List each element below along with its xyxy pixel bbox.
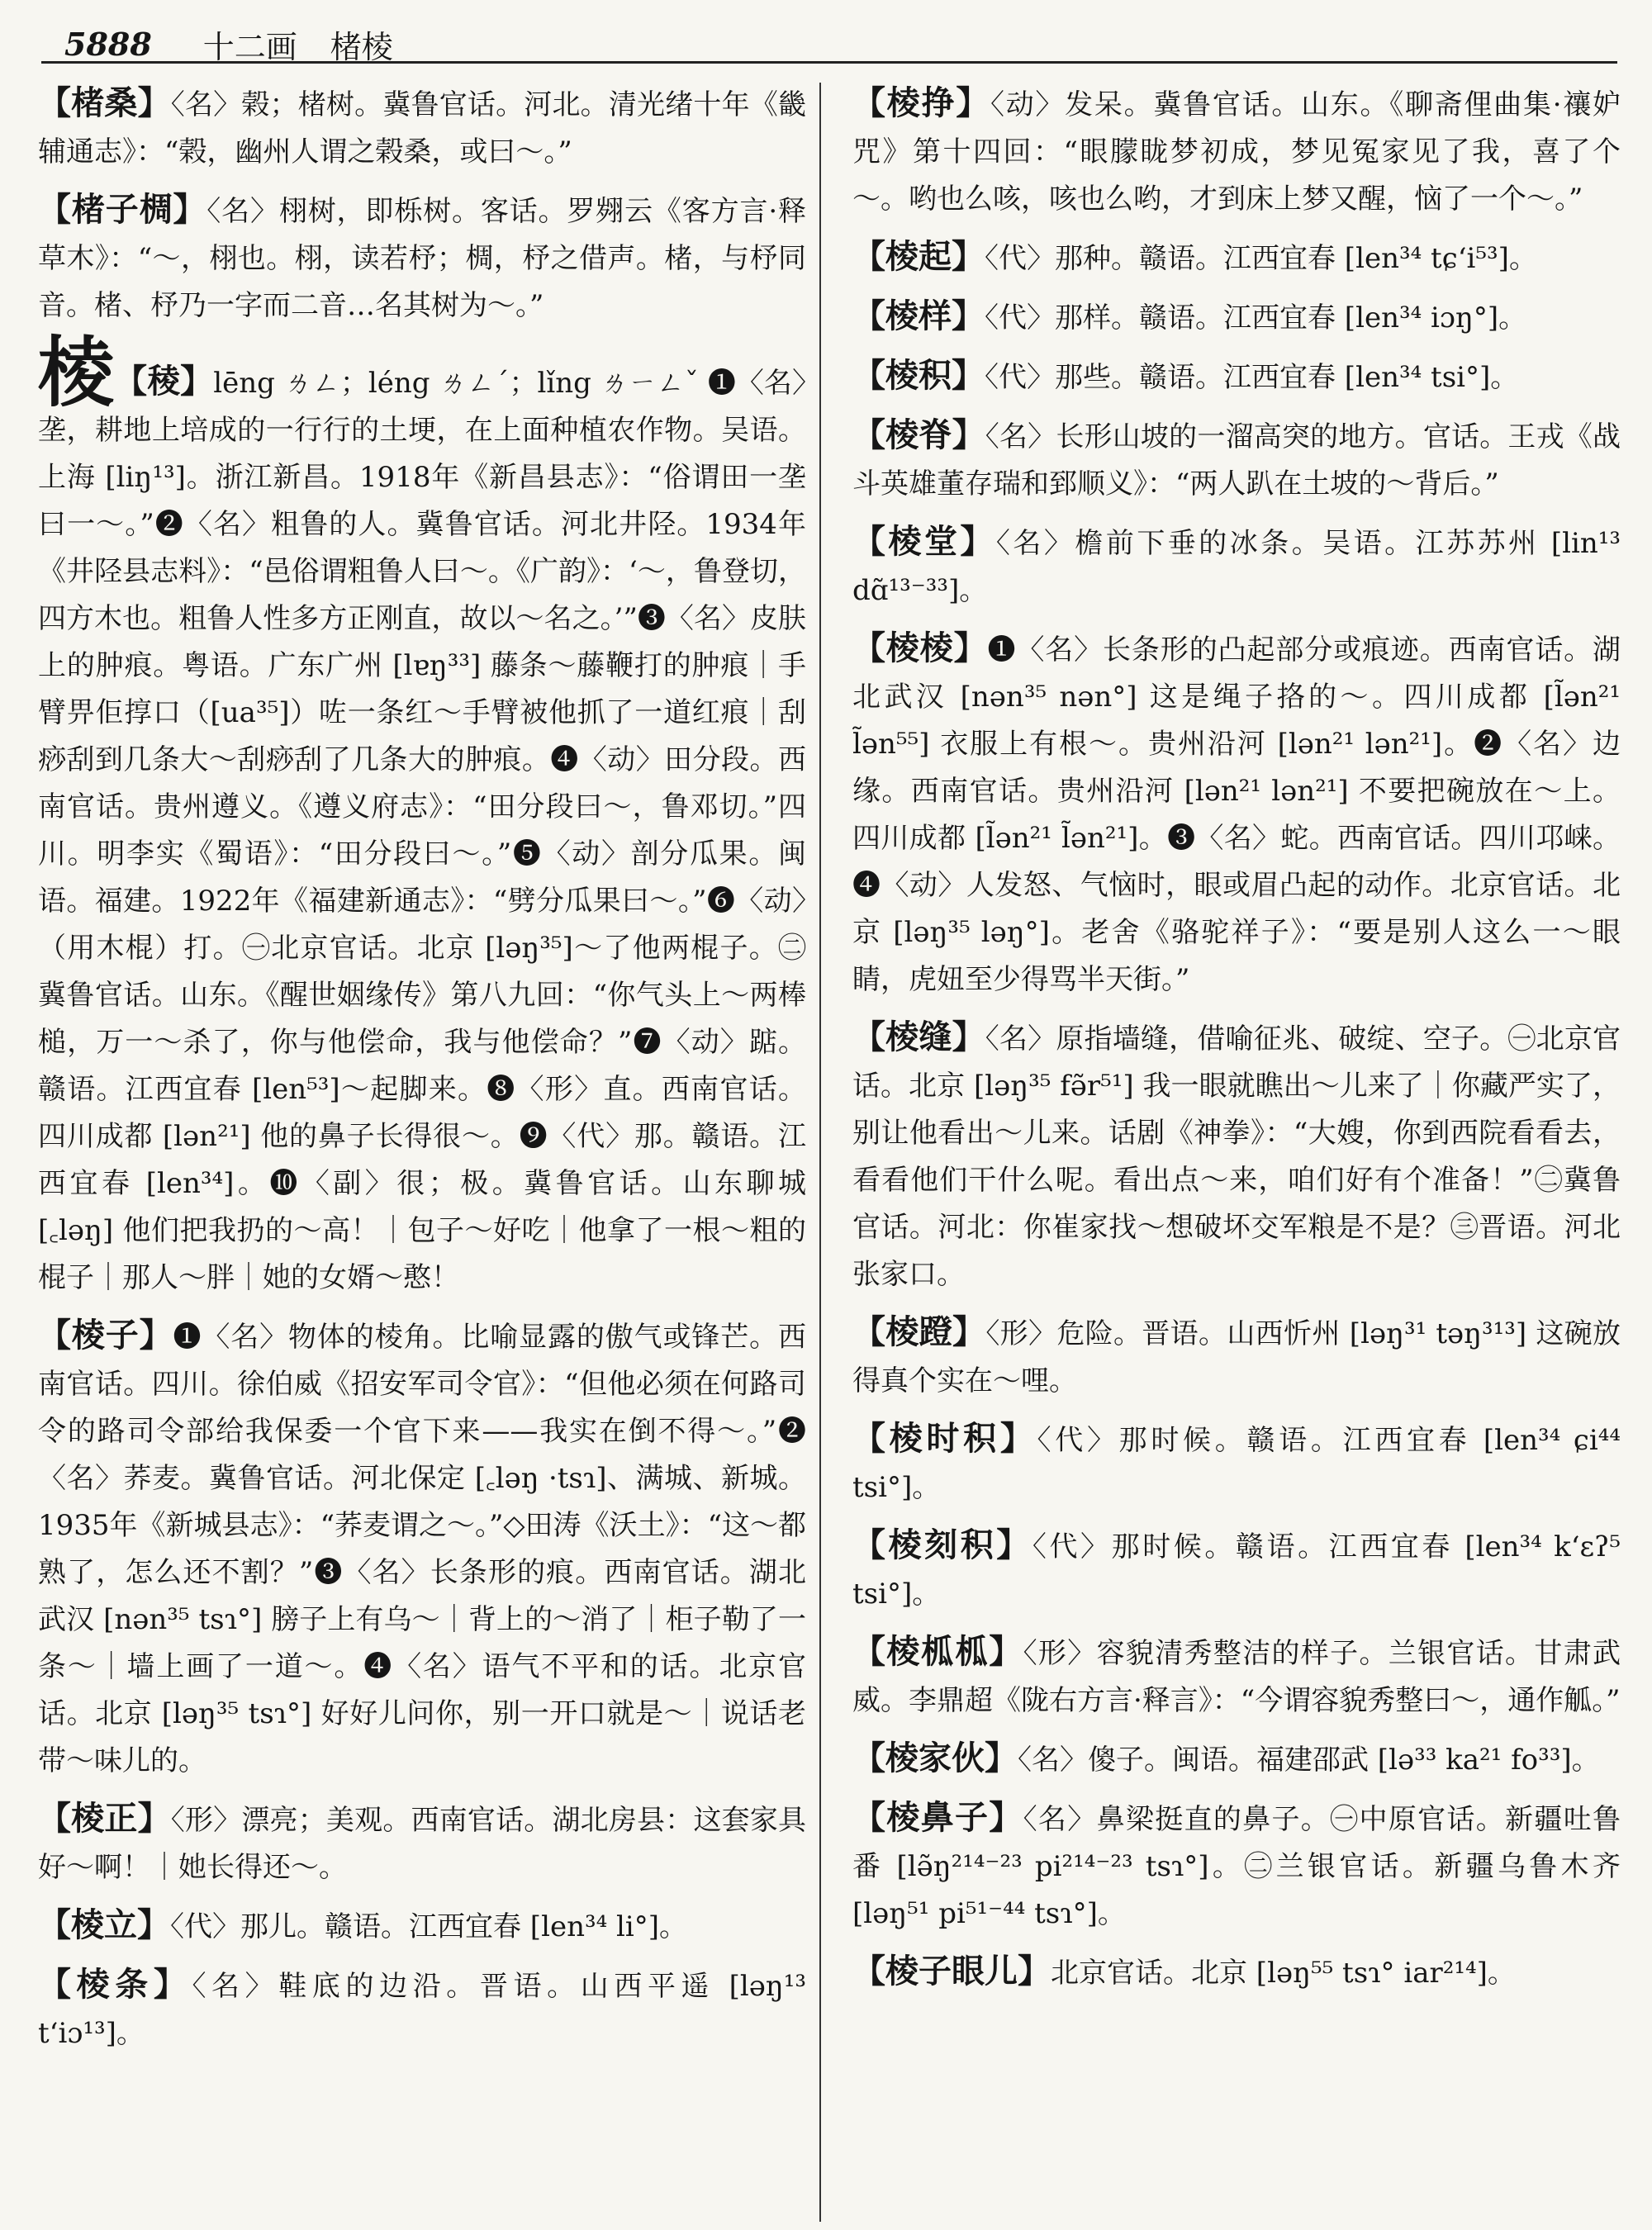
entry (852, 1521, 1621, 1618)
entry-headword: 【棱积】 (852, 356, 985, 395)
entry-headword: 【棱时积】 (852, 1419, 1037, 1458)
entry-headword: 【棱鼻子】 (852, 1798, 1023, 1837)
entry-headword: 【棱挣】 (852, 83, 990, 122)
entry-text: 〈名〉檐前下垂的冰条。吴语。江苏苏州 [lin¹³ dɑ̃¹³⁻³³]。 (852, 527, 1621, 607)
entry-headword: 【棱子】 (38, 1316, 173, 1355)
entry-text: 〈代〉那时候。赣语。江西宜春 [len³⁴ k‘ɛʔ⁵ tsi°]。 (852, 1530, 1621, 1611)
entry (852, 411, 1621, 508)
entry (852, 1415, 1621, 1511)
entry-text: ❶〈名〉长条形的凸起部分或痕迹。西南官话。湖北武汉 [nən³⁵ nən°] 这是绳子挌的～。四川成都 [l̃ən²¹ l̃ən⁵⁵] 衣服上有根～。贵州沿河 [lən²¹ lən²¹]。❷〈名〉边缘。西南官话。贵州沿河 [lən²¹ lən²¹] 不要把碗放在～上。四川成都 [l̃ən²¹ l̃ən²¹]。❸〈名〉蛇。西南官话。四川邛崃。❹〈动〉人发怒、气恼时，眼或眉凸起的动作。北京官话。北京 [ləŋ³⁵ ləŋ°]。老舍《骆驼祥子》：“要是别人这么一～眼睛，虎妞至少得骂半天街。” (852, 633, 1621, 996)
entry-headword: 【棱家伙】 (852, 1739, 1018, 1777)
entry-headword: 【棱起】 (852, 237, 985, 276)
running-headword: 楮棱 (330, 28, 393, 65)
entry-headword: 【棱样】 (852, 297, 985, 335)
entry (38, 1961, 806, 2057)
entry-text: 北京官话。北京 [ləŋ⁵⁵ tsɿ° iar²¹⁴]。 (1051, 1957, 1516, 1990)
entry-text: 〈代〉那种。赣语。江西宜春 [len³⁴ tɕ‘i⁵³]。 (985, 242, 1537, 275)
entry-headword: 【棱缝】 (852, 1018, 985, 1056)
entry-text: 〈动〉发呆。冀鲁官话。山东。《聊斋俚曲集·禳妒咒》第十四回：“眼朦眬梦初成，梦见冤家见了我，喜了个～。哟也么咳，咳也么哟，才到床上梦又醒，恼了一个～。” (852, 88, 1621, 216)
entry-text: 〈代〉那些。赣语。江西宜春 [len³⁴ tsi°]。 (985, 361, 1519, 394)
entry-headword: 【楮子椆】 (38, 190, 207, 229)
entry-text: 〈形〉容貌清秀整洁的样子。兰银官话。甘肃武威。李鼎超《陇右方言·释言》：“今谓容貌秀整曰～，通作觚。” (852, 1637, 1621, 1717)
page-number: 5888 (64, 25, 152, 63)
entry-headword: 【棱正】 (38, 1799, 171, 1838)
entry-headword: 【棱条】 (38, 1965, 192, 2004)
entry-headword: 【棱刻积】 (852, 1525, 1032, 1564)
entry (852, 518, 1621, 614)
entry-headword: 【棱子眼儿】 (852, 1952, 1051, 1990)
entry (852, 1734, 1621, 1784)
entry (38, 1312, 806, 1785)
entry-text: 〈代〉那儿。赣语。江西宜春 [len³⁴ li°]。 (170, 1910, 688, 1943)
entry (852, 624, 1621, 1004)
header-rule (41, 61, 1617, 64)
right-column (852, 79, 1621, 2007)
entry-text: 〈名〉栩树，即栎树。客话。罗翙云《客方言·释草木》：“～，栩也。栩，读若杼；椆，杼之借声。楮，与杼同音。楮、杼乃一字而二音…名其树为～。” (38, 195, 807, 322)
entry-headword: 【棱脊】 (852, 415, 985, 454)
column-divider (819, 83, 821, 2222)
entry-headword: 【棱棱】 (852, 629, 988, 667)
main-character: 棱 (38, 328, 115, 417)
entry (852, 292, 1621, 342)
entry-text: 〈名〉长形山坡的一溜高突的地方。官话。王戎《战斗英雄董存瑞和郅顺义》：“两人趴在土坡的～背后。” (852, 420, 1621, 501)
stroke-section: 十二画 (202, 28, 297, 65)
entry-headword: 【棱蹬】 (852, 1312, 986, 1351)
entry-text: 〈形〉漂亮；美观。西南官话。湖北房县：这套家具好～啊！｜她长得还～。 (38, 1804, 807, 1884)
entry-headword: 【稜】 (114, 362, 214, 401)
entry (38, 328, 806, 1302)
entry (852, 352, 1621, 401)
entry-text: 〈名〉鞋底的边沿。晋语。山西平遥 [ləŋ¹³ t‘iɔ¹³]。 (38, 1970, 806, 2050)
entry-text: 〈名〉鼻梁挺直的鼻子。㊀中原官话。新疆吐鲁番 [lə̃ŋ²¹⁴⁻²³ pi²¹⁴⁻²³ tsɿ°]。㊁兰银官话。新疆乌鲁木齐 [ləŋ⁵¹ pi⁵¹⁻⁴⁴ tsɿ°]。 (852, 1803, 1621, 1930)
entry (852, 1948, 1621, 1997)
entry (852, 1308, 1621, 1405)
entry-text: ❶〈名〉物体的棱角。比喻显露的傲气或锋芒。西南官话。四川。徐伯威《招安军司令官》：“但他必须在何路司令的路司令部给我保委一个官下来——我实在倒不得～。”❷〈名〉荞麦。冀鲁官话。河北保定 [꜀ləŋ ·tsɿ]、满城、新城。1935年《新城县志》：“荞麦谓之～。”◇田涛《沃土》：“这～都熟了，怎么还不割？”❸〈名〉长条形的痕。西南官话。湖北武汉 [nən³⁵ tsɿ°] 膀子上有乌～｜背上的～消了｜柜子勒了一条～｜墙上画了一道～。❹〈名〉语气不平和的话。北京官话。北京 [ləŋ³⁵ tsɿ°] 好好儿问你，别一开口就是～｜说话老带～味儿的。 (38, 1321, 807, 1777)
entry-text: lēng ㄌㄥ；léng ㄌㄥˊ；lǐng ㄌㄧㄥˇ ❶〈名〉垄，耕地上培成的一行行的土埂，在上面种植农作物。吴语。上海 [liŋ¹³]。浙江新昌。1918年《新昌县志》：“俗谓田一垄曰一～。”❷〈名〉粗鲁的人。冀鲁官话。河北井陉。1934年《井陉县志料》：“邑俗谓粗鲁人曰～。《广韵》：‘～，鲁登切，四方木也。粗鲁人性多方正刚直，故以～名之。’”❸〈名〉皮肤上的肿痕。粤语。广东广州 [lɐŋ³³] 藤条～藤鞭打的肿痕｜手臂畀佢㨃口（[ua³⁵]）咗一条红～手臂被他抓了一道红痕｜刮痧刮到几条大～刮痧刮了几条大的肿痕。❹〈动〉田分段。西南官话。贵州遵义。《遵义府志》：“田分段曰～，鲁邓切。”四川。明李实《蜀语》：“田分段曰～。”❺〈动〉剖分瓜果。闽语。福建。1922年《福建新通志》：“劈分瓜果曰～。”❻〈动〉（用木棍）打。㊀北京官话。北京 [ləŋ³⁵]～了他两棍子。㊁冀鲁官话。山东。《醒世姻缘传》第八九回：“你气头上～两棒槌，万一～杀了，你与他偿命，我与他偿命？”❼〈动〉踮。赣语。江西宜春 [len⁵³]～起脚来。❽〈形〉直。西南官话。四川成都 [lən²¹] 他的鼻子长得很～。❾〈代〉那。赣语。江西宜春 [len³⁴]。❿〈副〉很；极。冀鲁官话。山东聊城 [꜀ləŋ] 他们把我扔的～高！｜包子～好吃｜他拿了一根～粗的棍子｜那人～胖｜她的女婿～憨！ (38, 367, 806, 1294)
entry-text: 〈代〉那样。赣语。江西宜春 [len³⁴ iɔŋ°]。 (985, 301, 1527, 334)
entry (852, 79, 1621, 223)
entry (852, 1628, 1621, 1725)
entry (38, 1901, 806, 1951)
entry (852, 233, 1621, 282)
entry (38, 79, 806, 176)
left-column (38, 79, 806, 2067)
entry-headword: 【棱堂】 (852, 522, 996, 561)
entry-headword: 【棱柧柧】 (852, 1632, 1023, 1671)
entry-text: 〈形〉危险。晋语。山西忻州 [ləŋ³¹ təŋ³¹³] 这碗放得真个实在～哩。 (852, 1317, 1621, 1397)
entry-headword: 【棱立】 (38, 1905, 170, 1944)
entry-text: 〈名〉原指墙缝，借喻征兆、破绽、空子。㊀北京官话。北京 [ləŋ³⁵ fə̃r⁵¹] 我一眼就瞧出～儿来了｜你藏严实了，别让他看出～儿来。话剧《神拳》：“大嫂，你到西院看看去，看看他们干什么呢。看出点～来，咱们好有个准备！”㊁冀鲁官话。河北：你崔家找～想破坏交军粮是不是？㊂晋语。河北张家口。 (852, 1022, 1621, 1291)
entry-headword: 【楮桑】 (38, 83, 171, 122)
entry (38, 186, 806, 330)
entry (852, 1794, 1621, 1938)
entry-text: 〈名〉傻子。闽语。福建邵武 [lə³³ ka²¹ fo³³]。 (1018, 1744, 1600, 1777)
entry (852, 1013, 1621, 1298)
entry-text: 〈代〉那时候。赣语。江西宜春 [len³⁴ ɕi⁴⁴ tsi°]。 (852, 1424, 1621, 1504)
entry (38, 1795, 806, 1891)
entry-text: 〈名〉榖；楮树。冀鲁官话。河北。清光绪十年《畿辅通志》：“榖，幽州人谓之榖桑，或曰～。” (38, 88, 807, 168)
